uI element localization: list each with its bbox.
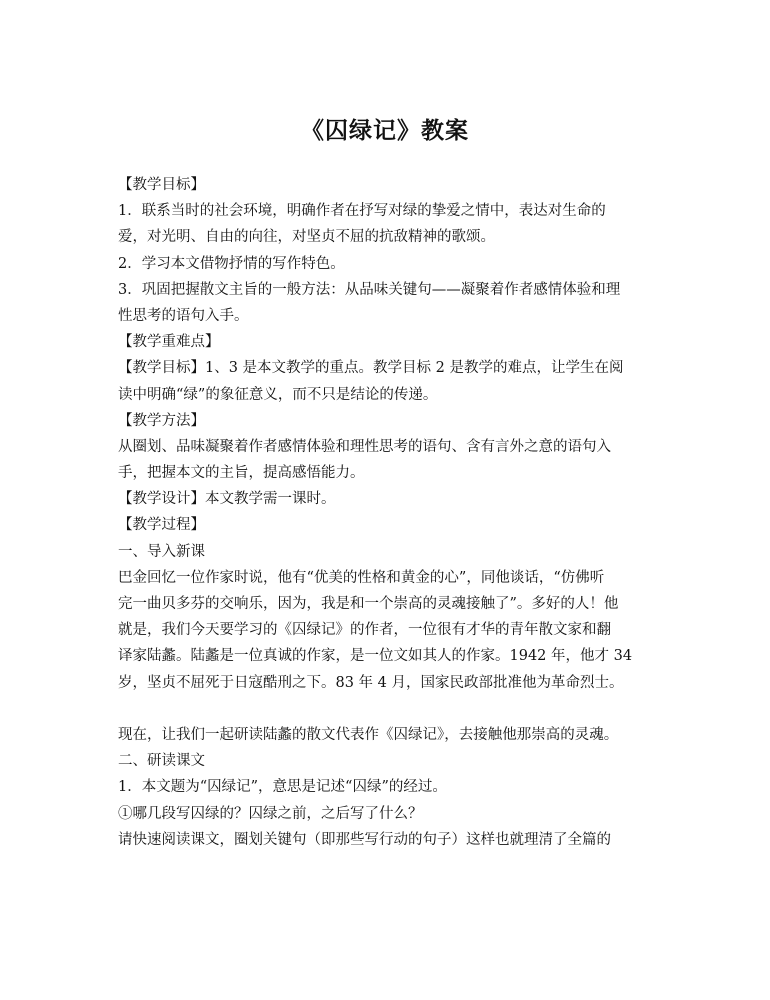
- paragraph-line: 从圈划、品味凝聚着作者感情体验和理性思考的语句、含有言外之意的语句入: [118, 438, 611, 455]
- paragraph-line: 【教学目标】1、3 是本文教学的重点。教学目标 2 是教学的难点，让学生在阅: [118, 360, 624, 377]
- paragraph-line: 爱，对光明、自由的向往，对坚贞不屈的抗敌精神的歌颂。: [118, 229, 495, 246]
- paragraph-line: 译家陆蠡。陆蠡是一位真诚的作家，是一位文如其人的作家。1942 年，他才 34: [118, 648, 633, 665]
- subsection-heading-intro: 一、导入新课: [118, 543, 205, 560]
- paragraph-line: 就是，我们今天要学习的《囚绿记》的作者，一位很有才华的青年散文家和翻: [118, 622, 611, 639]
- paragraph-line: 巴金回忆一位作家时说，他有“优美的性格和黄金的心”，同他谈话，“仿佛听: [118, 569, 605, 586]
- paragraph-line: 3．巩固把握散文主旨的一般方法：从品味关键句——凝聚着作者感情体验和理: [118, 281, 621, 298]
- section-heading-methods: 【教学方法】: [118, 412, 205, 429]
- document-title: 《囚绿记》教案: [301, 117, 469, 144]
- paragraph-line: 1．本文题为“囚绿记”，意思是记述“囚绿”的经过。: [118, 779, 447, 796]
- paragraph-line: 岁，坚贞不屈死于日寇酷刑之下。83 年 4 月，国家民政部批准他为革命烈士。: [118, 674, 624, 691]
- paragraph-line: 读中明确“绿”的象征意义，而不只是结论的传递。: [118, 386, 438, 403]
- paragraph-line: ①哪几段写囚绿的？囚绿之前，之后写了什么？: [118, 805, 423, 822]
- paragraph-line: 完一曲贝多芬的交响乐，因为，我是和一个崇高的灵魂接触了”。多好的人！他: [118, 596, 619, 612]
- blank-line: [118, 696, 653, 722]
- section-heading-process: 【教学过程】: [118, 517, 205, 534]
- paragraph-line: 性思考的语句入手。: [118, 307, 249, 324]
- paragraph-line: 手，把握本文的主旨，提高感悟能力。: [118, 465, 365, 482]
- paragraph-line: 1．联系当时的社会环境，明确作者在抒写对绿的挚爱之情中，表达对生命的: [118, 203, 606, 220]
- section-heading-design: 【教学设计】本文教学需一课时。: [118, 491, 336, 508]
- document-body: [118, 172, 653, 853]
- section-heading-key-points: 【教学重难点】: [118, 334, 220, 351]
- subsection-heading-reading: 二、研读课文: [118, 753, 205, 770]
- paragraph-line: 请快速阅读课文，圈划关键句（即那些写行动的句子）这样也就理清了全篇的: [118, 831, 611, 848]
- section-heading-objectives: 【教学目标】: [118, 177, 205, 193]
- paragraph-line: 现在，让我们一起研读陆蠡的散文代表作《囚绿记》，去接触他那崇高的灵魂。: [118, 726, 619, 743]
- paragraph-line: 2．学习本文借物抒情的写作特色。: [118, 255, 345, 272]
